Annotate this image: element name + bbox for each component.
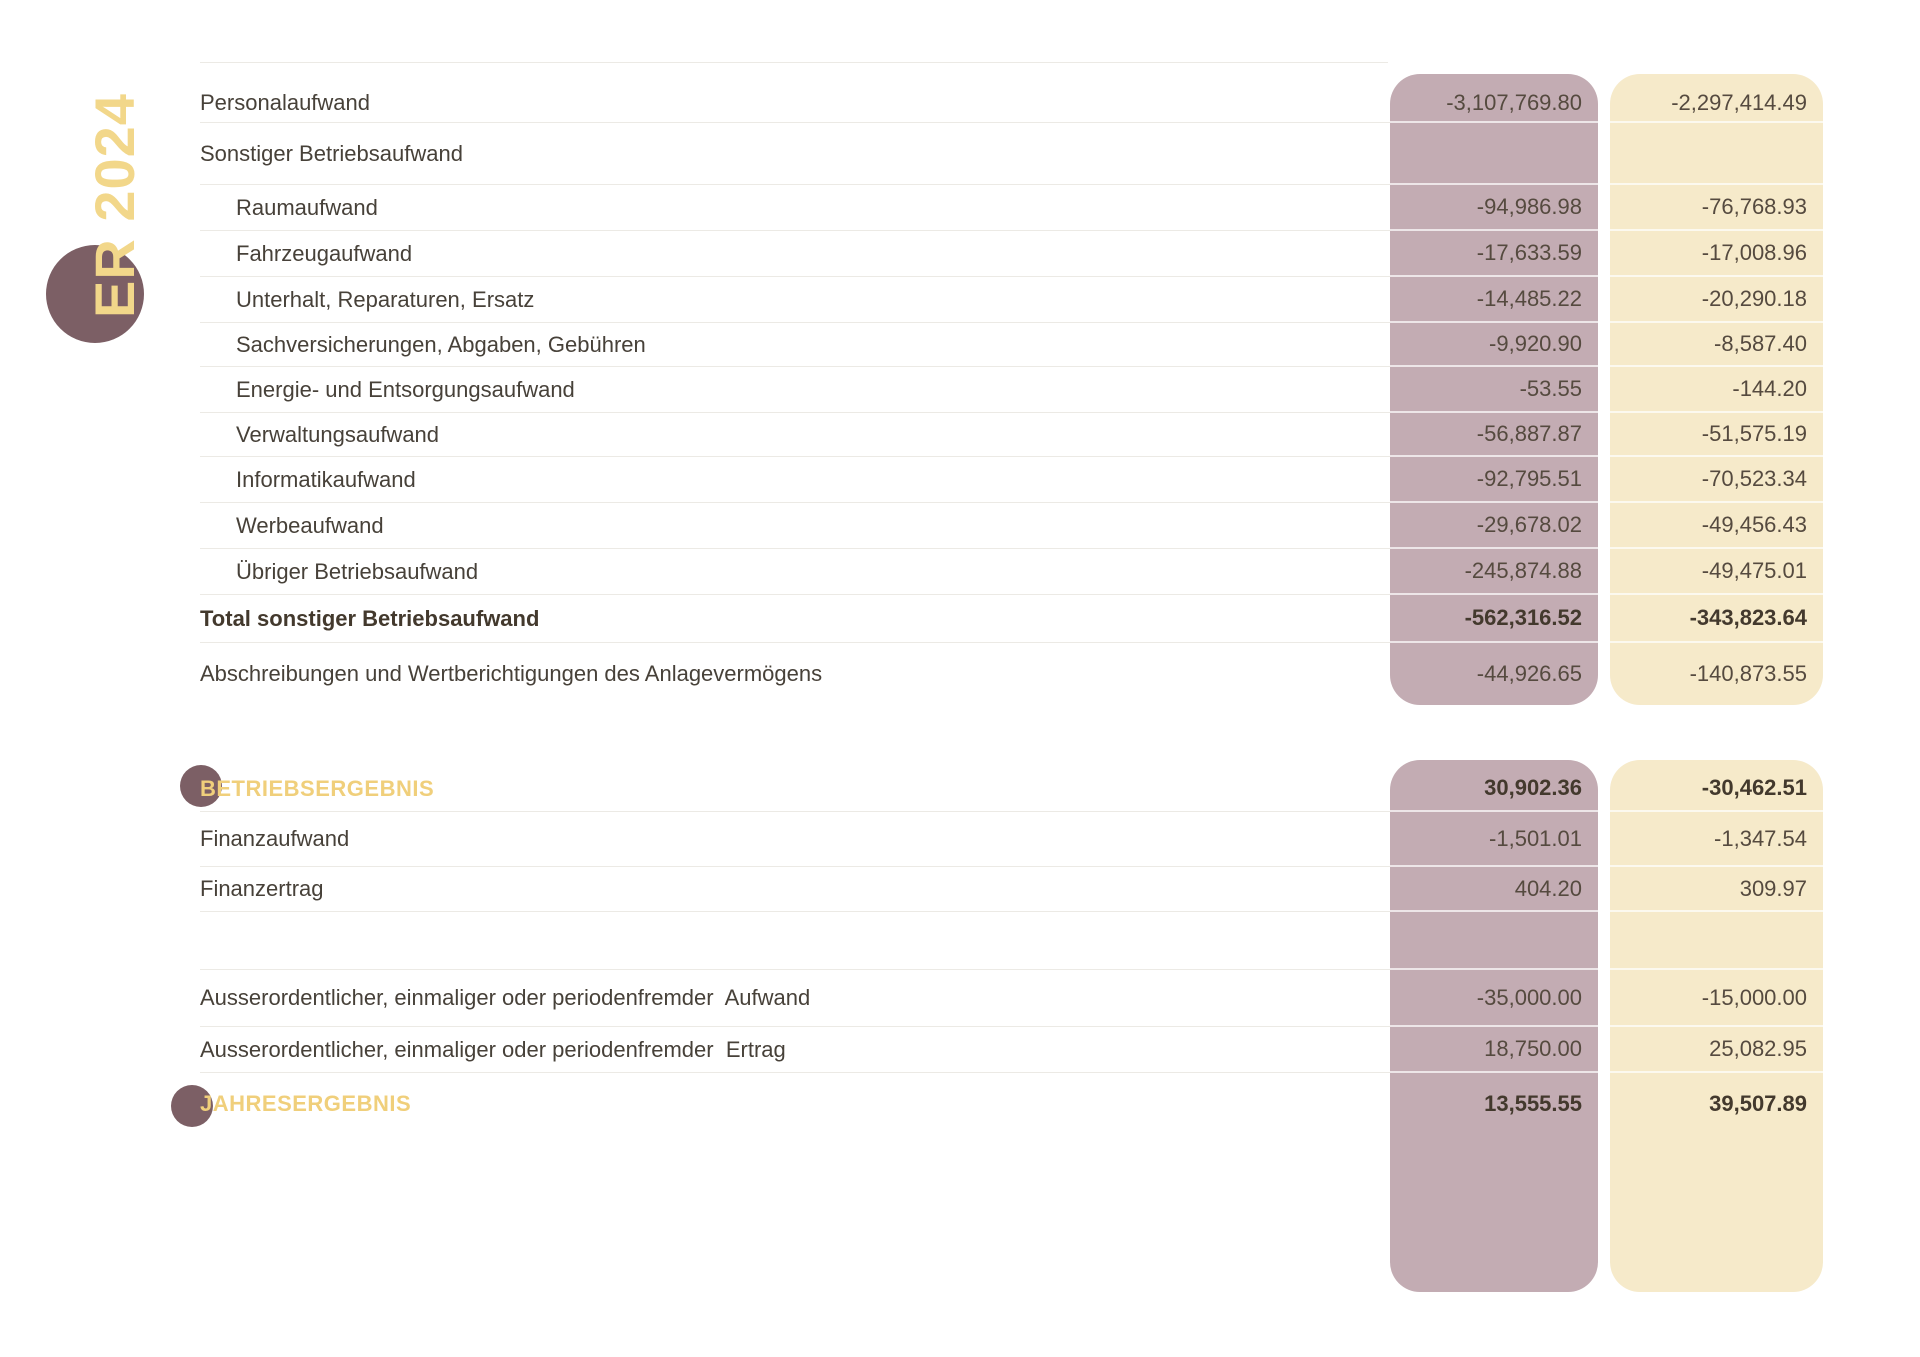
section-heading-jahresergebnis: JAHRESERGEBNIS [200, 1091, 412, 1116]
row-label: Personalaufwand [200, 74, 1390, 123]
row-value-col1: -9,920.90 [1390, 323, 1598, 367]
column-gap [1598, 643, 1610, 705]
row-value-col1: -53.55 [1390, 367, 1598, 413]
table-row [200, 367, 1823, 413]
column-gap [1598, 867, 1610, 912]
section-heading-betriebsergebnis: BETRIEBSERGEBNIS [200, 775, 435, 801]
column-gap [1598, 367, 1610, 413]
table-row [200, 323, 1823, 367]
table-row-total [200, 595, 1823, 643]
row-value-col1: 404.20 [1390, 867, 1598, 912]
row-value-col2: -51,575.19 [1610, 413, 1823, 457]
table-row-empty [200, 912, 1823, 970]
table-top-divider [200, 62, 1388, 63]
row-label [200, 912, 1390, 970]
column-gap [1598, 912, 1610, 970]
row-value-col1: -44,926.65 [1390, 643, 1598, 705]
column-gap [1598, 595, 1610, 643]
row-label: Energie- und Entsorgungsaufwand [200, 367, 1390, 413]
column-gap [1598, 970, 1610, 1027]
table-row-jahresergebnis [200, 1073, 1823, 1135]
column-gap [1598, 760, 1610, 812]
table-row [200, 185, 1823, 231]
row-value-col2: 309.97 [1610, 867, 1823, 912]
row-value-col2: -70,523.34 [1610, 457, 1823, 503]
column-gap [1598, 503, 1610, 549]
table-row [200, 457, 1823, 503]
row-value-col1: -29,678.02 [1390, 503, 1598, 549]
column-gap [1598, 74, 1610, 123]
table-row [200, 231, 1823, 277]
row-label: Werbeaufwand [200, 503, 1390, 549]
row-value-col1 [1390, 912, 1598, 970]
row-value-col2: -144.20 [1610, 367, 1823, 413]
table-row-filler [200, 1135, 1823, 1292]
row-label: Finanzaufwand [200, 812, 1390, 867]
column-gap [1598, 231, 1610, 277]
row-label: Ausserordentlicher, einmaliger oder periodenfremder Aufwand [200, 970, 1390, 1027]
row-value-col1 [1390, 123, 1598, 185]
table-row [200, 643, 1823, 705]
row-label: Ausserordentlicher, einmaliger oder periodenfremder Ertrag [200, 1027, 1390, 1073]
row-value-col1: -245,874.88 [1390, 549, 1598, 595]
row-value-col2: -2,297,414.49 [1610, 74, 1823, 123]
row-label: Übriger Betriebsaufwand [200, 549, 1390, 595]
row-value-col1: -56,887.87 [1390, 413, 1598, 457]
row-value-col2: -8,587.40 [1610, 323, 1823, 367]
table-row [200, 503, 1823, 549]
row-label [200, 1135, 1390, 1292]
row-value-col1: 13,555.55 [1390, 1073, 1598, 1135]
row-value-col1: -562,316.52 [1390, 595, 1598, 643]
row-value-col2: -140,873.55 [1610, 643, 1823, 705]
table-row [200, 123, 1823, 185]
results-section [200, 760, 1823, 1292]
row-value-col2: -30,462.51 [1610, 760, 1823, 812]
row-label: Informatikaufwand [200, 457, 1390, 503]
row-value-col2: 39,507.89 [1610, 1073, 1823, 1135]
row-value-col2: 25,082.95 [1610, 1027, 1823, 1073]
column-gap [1598, 323, 1610, 367]
row-value-col1: -14,485.22 [1390, 277, 1598, 323]
column-gap [1598, 185, 1610, 231]
row-label: Abschreibungen und Wertberichtigungen des Anlagevermögens [200, 661, 823, 686]
row-value-col1: -17,633.59 [1390, 231, 1598, 277]
row-label: Finanzertrag [200, 867, 1390, 912]
row-value-col1: 30,902.36 [1390, 760, 1598, 812]
table-row [200, 549, 1823, 595]
row-value-col2: -1,347.54 [1610, 812, 1823, 867]
table-row [200, 74, 1823, 123]
column-gap [1598, 457, 1610, 503]
row-label: Sachversicherungen, Abgaben, Gebühren [200, 323, 1390, 367]
column-gap [1598, 123, 1610, 185]
table-row [200, 970, 1823, 1027]
row-value-col1: 18,750.00 [1390, 1027, 1598, 1073]
row-value-col1: -92,795.51 [1390, 457, 1598, 503]
row-value-col2: -49,475.01 [1610, 549, 1823, 595]
row-value-col2: -17,008.96 [1610, 231, 1823, 277]
row-value-col1: -94,986.98 [1390, 185, 1598, 231]
table-row [200, 812, 1823, 867]
column-gap [1598, 1135, 1610, 1292]
operating-expenses-section [200, 74, 1823, 705]
column-gap [1598, 549, 1610, 595]
row-label: Verwaltungsaufwand [200, 413, 1390, 457]
row-label: Total sonstiger Betriebsaufwand [200, 595, 1390, 643]
row-label: Fahrzeugaufwand [200, 231, 1390, 277]
row-value-col2: -343,823.64 [1610, 595, 1823, 643]
column-gap [1598, 1073, 1610, 1135]
row-value-col2 [1610, 912, 1823, 970]
row-label [200, 1073, 1390, 1135]
table-row [200, 413, 1823, 457]
column-gap [1598, 1027, 1610, 1073]
row-value-col2: -76,768.93 [1610, 185, 1823, 231]
er-badge-title: ER 2024 [83, 93, 146, 318]
row-label [200, 760, 1390, 812]
row-value-col1: -3,107,769.80 [1390, 74, 1598, 123]
row-value-col2: -49,456.43 [1610, 503, 1823, 549]
row-label: Sonstiger Betriebsaufwand [200, 123, 1390, 185]
row-value-col2 [1610, 123, 1823, 185]
row-label: Raumaufwand [200, 185, 1390, 231]
column-gap [1598, 413, 1610, 457]
row-value-col1: -35,000.00 [1390, 970, 1598, 1027]
table-row [200, 277, 1823, 323]
column-gap [1598, 812, 1610, 867]
table-row-betriebsergebnis [200, 760, 1823, 812]
row-value-col1 [1390, 1135, 1598, 1292]
row-label: Unterhalt, Reparaturen, Ersatz [200, 277, 1390, 323]
table-row [200, 867, 1823, 912]
row-value-col2 [1610, 1135, 1823, 1292]
row-value-col2: -20,290.18 [1610, 277, 1823, 323]
row-value-col2: -15,000.00 [1610, 970, 1823, 1027]
column-gap [1598, 277, 1610, 323]
row-value-col1: -1,501.01 [1390, 812, 1598, 867]
table-row [200, 1027, 1823, 1073]
